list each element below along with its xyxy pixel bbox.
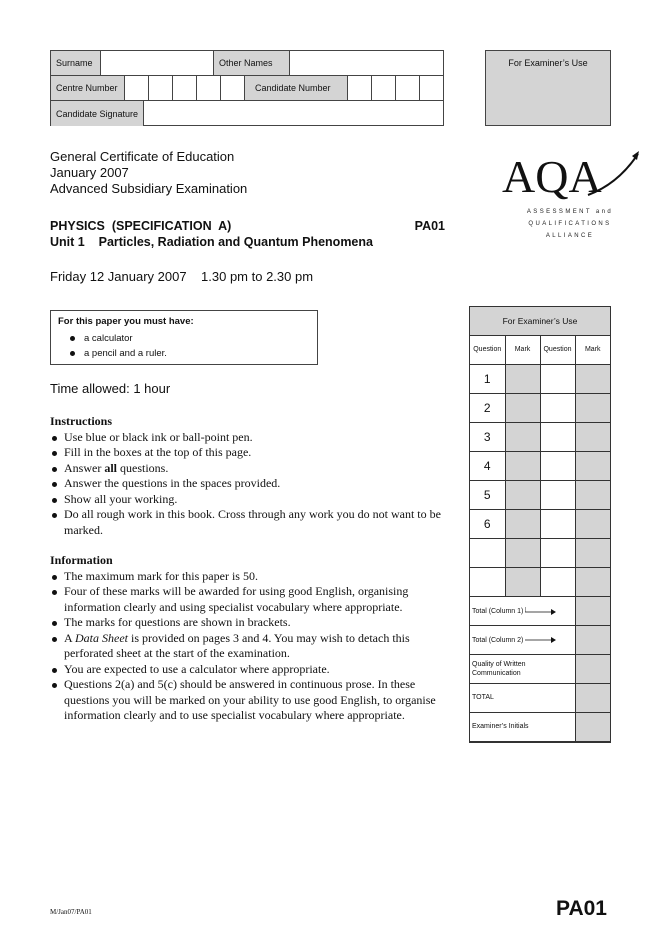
aqa-logo-letters: AQA <box>502 151 602 202</box>
mark-cell[interactable] <box>575 451 610 480</box>
table-row <box>470 451 610 480</box>
question-number: 3 <box>470 422 505 451</box>
list-item: Answer all questions. <box>50 461 442 477</box>
mark-cell[interactable] <box>575 480 610 509</box>
total-row <box>470 683 610 712</box>
question-number: 1 <box>470 364 505 393</box>
candidate-number-digit[interactable] <box>420 76 443 100</box>
centre-number-label: Centre Number <box>51 76 125 100</box>
header-line-3: Advanced Subsidiary Examination <box>50 181 248 196</box>
list-item: Fill in the boxes at the top of this page. <box>50 445 442 461</box>
information-heading: Information <box>50 553 113 567</box>
total-column-2-text: Total (Column 2) <box>472 636 524 644</box>
mark-cell[interactable] <box>575 567 610 596</box>
materials-heading: For this paper you must have: <box>58 316 194 327</box>
question-number <box>540 364 575 393</box>
question-number: 2 <box>470 393 505 422</box>
column-header: Mark <box>575 336 610 364</box>
list-item: A Data Sheet is provided on pages 3 and 4. You may wish to detach this perforated sheet at the start of the examination. <box>50 631 442 662</box>
materials-list <box>58 331 310 361</box>
total-column-1-label <box>470 596 575 625</box>
date-line: Friday 12 January 2007 1.30 pm to 2.30 pm <box>50 269 314 284</box>
question-number <box>540 393 575 422</box>
list-item: You are expected to use a calculator where appropriate. <box>50 662 442 678</box>
signature-field[interactable] <box>144 101 443 126</box>
marks-table <box>470 336 610 742</box>
table-row <box>470 509 610 538</box>
materials-box <box>50 310 318 365</box>
list-item: a pencil and a ruler. <box>70 346 310 361</box>
list-item: Do all rough work in this book. Cross through any work you do not want to be marked. <box>50 507 442 538</box>
examiner-use-box-top: For Examiner’s Use <box>485 50 611 126</box>
header-line-2: January 2007 <box>50 165 129 180</box>
footer-reference: M/Jan07/PA01 <box>50 908 92 916</box>
qwc-row <box>470 654 610 683</box>
total-column-2-cell[interactable] <box>575 625 610 654</box>
qwc-label: Quality of Written Communication <box>470 654 575 683</box>
table-row <box>470 422 610 451</box>
question-number <box>540 480 575 509</box>
question-number: 4 <box>470 451 505 480</box>
unit-title: Unit 1 Particles, Radiation and Quantum Phenomena <box>50 235 373 249</box>
mark-cell[interactable] <box>505 393 540 422</box>
examiner-marks-grid <box>469 306 611 743</box>
candidate-number-digit[interactable] <box>372 76 396 100</box>
mark-cell[interactable] <box>575 393 610 422</box>
table-row <box>470 480 610 509</box>
subject-code: PA01 <box>414 219 445 233</box>
question-number <box>540 567 575 596</box>
mark-cell[interactable] <box>575 538 610 567</box>
centre-number-digit[interactable] <box>149 76 173 100</box>
list-item: Questions 2(a) and 5(c) should be answered in continuous prose. In these questions you will be marked on your ability to use good English, to organise information clearly and to use specialist vocabulary where appropriate. <box>50 677 442 724</box>
other-names-field[interactable] <box>290 51 443 75</box>
examiner-grid-heading: For Examiner’s Use <box>470 307 610 336</box>
subject-block <box>50 218 445 250</box>
table-row <box>470 538 610 567</box>
candidate-number-digit[interactable] <box>348 76 372 100</box>
total-column-2-row <box>470 625 610 654</box>
list-item: Show all your working. <box>50 492 442 508</box>
mark-cell[interactable] <box>505 480 540 509</box>
centre-number-digit[interactable] <box>197 76 221 100</box>
question-number <box>470 567 505 596</box>
list-item: Answer the questions in the spaces provided. <box>50 476 442 492</box>
exam-header <box>50 149 247 197</box>
candidate-number-digit[interactable] <box>396 76 420 100</box>
mark-cell[interactable] <box>505 538 540 567</box>
table-row <box>470 364 610 393</box>
question-number <box>470 538 505 567</box>
logo-line-3: ALLIANCE <box>545 233 595 239</box>
table-header-row <box>470 336 610 364</box>
candidate-details-box <box>50 50 444 126</box>
header-line-1: General Certificate of Education <box>50 149 235 164</box>
question-number <box>540 538 575 567</box>
total-cell[interactable] <box>575 683 610 712</box>
logo-line-2: QUALIFICATIONS <box>528 221 612 227</box>
column-header: Question <box>470 336 505 364</box>
signature-row <box>51 101 443 126</box>
signature-label: Candidate Signature <box>51 101 144 126</box>
question-number <box>540 509 575 538</box>
list-item: a calculator <box>70 331 310 346</box>
total-column-2-label <box>470 625 575 654</box>
column-header: Question <box>540 336 575 364</box>
mark-cell[interactable] <box>575 364 610 393</box>
mark-cell[interactable] <box>505 509 540 538</box>
time-allowed: Time allowed: 1 hour <box>50 381 171 396</box>
surname-row <box>51 51 443 76</box>
instructions-list <box>50 430 442 539</box>
centre-number-digit[interactable] <box>173 76 197 100</box>
centre-number-digit[interactable] <box>125 76 149 100</box>
footer-code: PA01 <box>556 897 607 920</box>
aqa-logo <box>500 148 645 243</box>
instructions-heading: Instructions <box>50 414 113 428</box>
total-column-1-cell[interactable] <box>575 596 610 625</box>
other-names-label: Other Names <box>214 51 290 75</box>
information-list <box>50 569 442 724</box>
column-header: Mark <box>505 336 540 364</box>
list-item: Use blue or black ink or ball-point pen. <box>50 430 442 446</box>
surname-field[interactable] <box>101 51 214 75</box>
logo-line-1: ASSESSMENT and <box>526 209 614 215</box>
list-item: The marks for questions are shown in brackets. <box>50 615 442 631</box>
mark-cell[interactable] <box>575 422 610 451</box>
arrow-right-icon <box>525 635 557 645</box>
question-number: 6 <box>470 509 505 538</box>
question-number: 5 <box>470 480 505 509</box>
aqa-logo-mark <box>500 148 645 203</box>
mark-cell[interactable] <box>505 422 540 451</box>
list-item: The maximum mark for this paper is 50. <box>50 569 442 585</box>
mark-cell[interactable] <box>505 567 540 596</box>
question-number <box>540 451 575 480</box>
total-column-1-row <box>470 596 610 625</box>
initials-cell[interactable] <box>575 712 610 741</box>
information-section <box>50 553 442 724</box>
subject-title: PHYSICS (SPECIFICATION A) <box>50 219 232 233</box>
candidate-number-label: Candidate Number <box>245 76 348 100</box>
centre-number-digit[interactable] <box>221 76 245 100</box>
table-row <box>470 567 610 596</box>
question-number <box>540 422 575 451</box>
surname-label: Surname <box>51 51 101 75</box>
total-label: TOTAL <box>470 683 575 712</box>
arrow-right-icon <box>525 606 557 616</box>
list-item: Four of these marks will be awarded for using good English, organising information clearly and using specialist vocabulary where appropriate. <box>50 584 442 615</box>
initials-label: Examiner’s Initials <box>470 712 575 741</box>
mark-cell[interactable] <box>575 509 610 538</box>
table-row <box>470 393 610 422</box>
qwc-cell[interactable] <box>575 654 610 683</box>
mark-cell[interactable] <box>505 451 540 480</box>
instructions-section <box>50 414 442 538</box>
mark-cell[interactable] <box>505 364 540 393</box>
total-column-1-text: Total (Column 1) <box>472 607 524 615</box>
numbers-row <box>51 76 443 101</box>
initials-row <box>470 712 610 741</box>
